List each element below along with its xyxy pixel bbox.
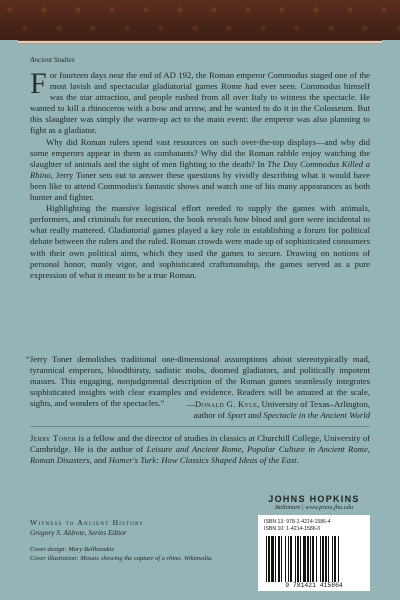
author-bio-separator: ,	[241, 444, 247, 455]
barcode-panel	[258, 515, 370, 591]
author-book-2: Popular Culture in Ancient Rome	[246, 444, 368, 455]
publisher-url: Baltimore | www.press.jhu.edu	[274, 504, 354, 511]
isbn-13: ISBN 13: 978-1-4214-1586-4	[264, 519, 331, 525]
author-book-4: Homer's Turk: How Classics Shaped Ideas of the East	[108, 455, 297, 466]
paragraph-3: Highlighting the massive logistical effort needed to supply the games with animals, performers, and criminals for execution, the book reveals how blood and gore were incidental to what really mattered. Gladiatorial games played a key role in establishing a forum for political debate between the rulers and the ruled. Roman crowds were made up of sophisticated consumers with their own political aims, which they used the games to secure. Drawing on notions of personal honor, manly vigor, and sophisticated craftsmanship, the games served as a pure expression of what it meant to be a true Roman.	[30, 203, 370, 280]
paragraph-2	[30, 137, 370, 204]
series-info	[30, 518, 144, 538]
intro-paragraph	[30, 67, 370, 137]
attribution-dash: —	[186, 399, 195, 409]
publisher-name: JOHNS HOPKINS	[268, 494, 360, 504]
series-editor: Gregory S. Aldrete, Series Editor	[30, 528, 127, 537]
section-divider	[30, 426, 370, 427]
cover-design-credit: Cover design: Mary Belibasakis	[30, 546, 114, 553]
author-book-3: Roman Disasters	[30, 455, 90, 466]
top-decorative-band	[0, 0, 400, 40]
book-title: The Day Commodus Killed a Rhino	[30, 158, 370, 180]
cover-illustration-credit: Cover illustration: Mosaic showing the capture of a rhino. Wikimedia.	[30, 554, 213, 562]
isbn-10: ISBN 10: 1-4214-1586-0	[264, 526, 321, 532]
drop-cap: F	[30, 67, 47, 100]
series-title: Witness to Ancient History	[30, 518, 145, 527]
endorsement-quote: “Jerry Toner demolishes traditional one-dimensional assumptions about stereotypically mad, tyrannical emperors, bloodthirsty, sadistic mobs, doomed gladiators, and politically impotent masses. This engaging, nonjudgmental description of the Roman games seamlessly integrates sophisticated insights with clear examples and evidence. Readers will be amazed at the scale, sights, and wonders of the spectacles.”	[26, 354, 370, 409]
author-bio-separator: , and	[89, 455, 109, 466]
paragraph-2-text-b: , Jerry Toner sets out to answer these questions by vividly describing what it would have been like to attend Commodus's fantastic shows and watch one of his many appearances as both hunter and fighter.	[30, 169, 370, 203]
category-label: Ancient Studies	[30, 56, 75, 64]
cover-credits	[30, 546, 250, 563]
endorsement-attribution	[120, 399, 370, 421]
author-book-1: Leisure and Ancient Rome	[146, 444, 242, 455]
intro-text: or fourteen days near the end of AD 192, the Roman emperor Commodus staged one of the most lavish and spectacular gladiatorial games Rome had ever seen. Commodus himself was the star attraction, and people rushed from all over Italy to witness the spectacle. He wanted to kill a rhinoceros with a bow and arrow, and he wanted to do it in the Colosseum. But this slaughter was simply the warm-up act to the main event: the emperor was also planning to fight as a gladiator.	[30, 70, 370, 136]
endorser-affiliation: , University of Texas–Arlington,	[257, 399, 370, 409]
paragraph-2-text-a: Why did Roman rulers spend vast resources on such over-the-top displays—and why did some emperors appear in them as combatants? Why did the Roman rabble enjoy watching the slaughter of animals and the sight of men fighting to the death? In	[30, 136, 370, 169]
endorser-name: Donald G. Kyle	[194, 399, 258, 409]
author-bio-separator: ,	[367, 444, 370, 455]
top-band-rule	[18, 40, 382, 44]
author-name: Jerry Toner	[30, 433, 77, 443]
endorser-book: Sport and Spectacle in the Ancient World	[227, 410, 370, 420]
barcode-digits: 9 781421 415864	[285, 582, 343, 589]
description-text	[30, 67, 370, 281]
author-bio-text: is a fellow and the director of studies in classics at Churchill College, University of Cambridge. He is the author of	[30, 433, 370, 455]
barcode-icon	[264, 536, 364, 582]
author-of-label: author of	[193, 410, 228, 420]
author-bio-end: .	[296, 455, 299, 466]
publisher-logo	[258, 494, 370, 511]
author-bio	[30, 433, 370, 466]
